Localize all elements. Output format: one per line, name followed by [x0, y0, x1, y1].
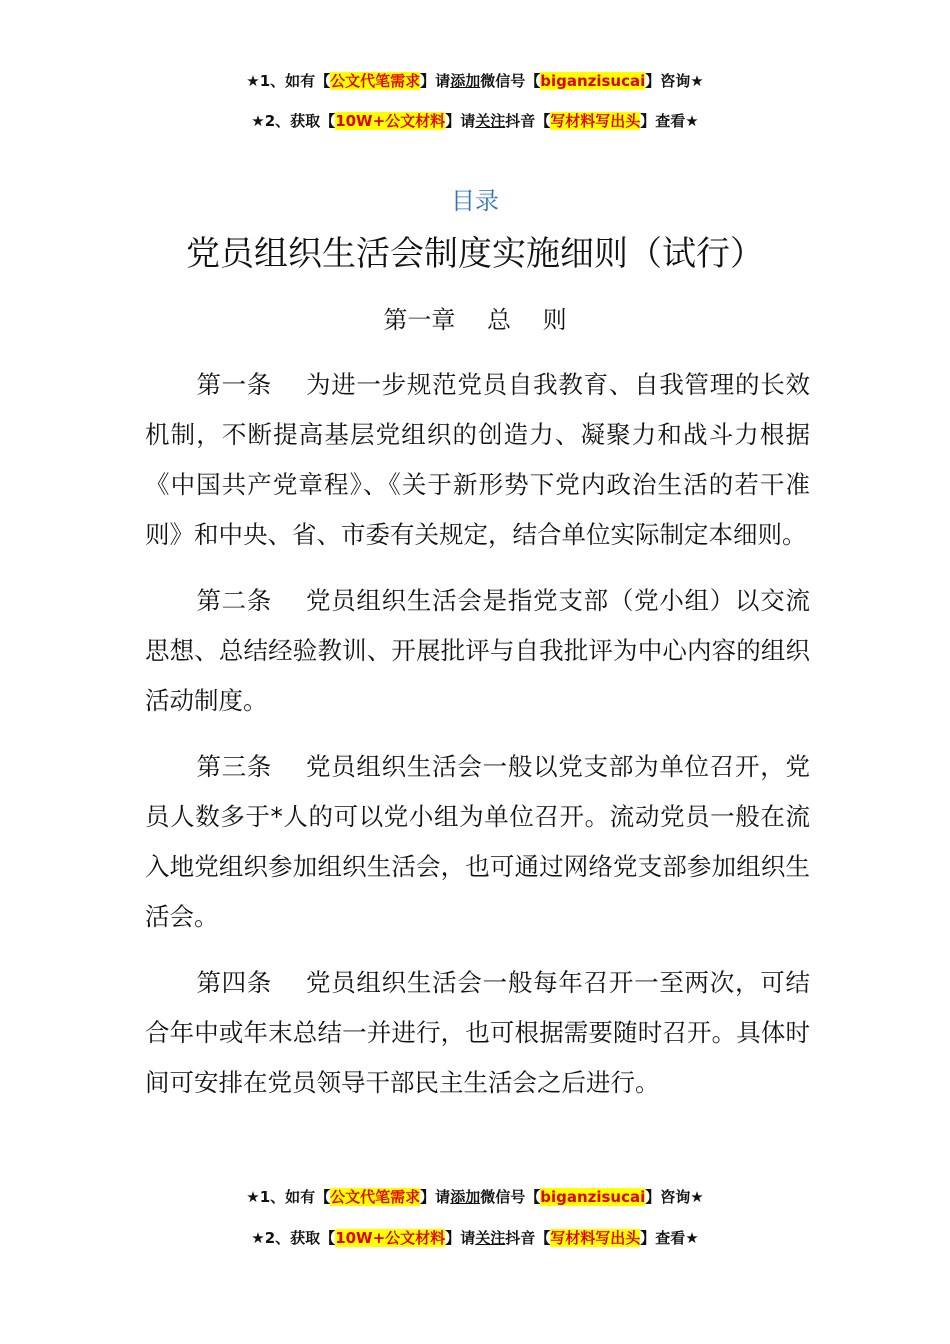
ad-text: 】咨询★ [645, 1188, 704, 1206]
document-title: 党员组织生活会制度实施细则（试行） [186, 234, 764, 274]
article-label: 第一条 [196, 370, 273, 399]
article-paragraph [145, 742, 810, 942]
ad-highlight: 10W+公文材料 [335, 112, 446, 130]
article-label: 第三条 [196, 752, 273, 781]
ad-text: 抖音【 [505, 112, 551, 130]
ad-text: ★2、获取【 [251, 1229, 336, 1247]
header-ad-line-2 [0, 111, 950, 131]
ad-text: 】请 [420, 1188, 451, 1206]
article-label: 第四条 [196, 968, 273, 997]
article-paragraph [145, 576, 810, 726]
ad-text: 抖音【 [505, 1229, 551, 1247]
ad-text: 】请 [445, 112, 476, 130]
chapter-heading: 第一章 总 则 [383, 306, 567, 334]
ad-highlight: 写材料写出头 [550, 112, 641, 130]
ad-highlight: biganzisucai [540, 1188, 646, 1206]
ad-text: 】请 [420, 72, 451, 90]
article-label: 第二条 [196, 586, 273, 615]
article-text: 为进一步规范党员自我教育、自我管理的长效机制，不断提高基层党组织的创造力、凝聚力和战斗力根据《中国共产党章程》、《关于新形势下党内政治生活的若干准则》和中央、省、市委有关规定，结合单位实际制定本细则。 [145, 370, 811, 549]
ad-text: 微信号【 [480, 72, 541, 90]
ad-highlight: biganzisucai [540, 72, 646, 90]
footer-ad-line-2 [0, 1228, 950, 1248]
article-paragraph [145, 360, 810, 560]
ad-highlight: 公文代笔需求 [330, 72, 421, 90]
ad-text: 】查看★ [640, 112, 699, 130]
document-body [145, 360, 810, 1124]
ad-underline: 关注 [475, 112, 506, 130]
footer-ad-line-1 [0, 1187, 950, 1207]
header-ad-line-1 [0, 71, 950, 91]
ad-underline: 关注 [475, 1229, 506, 1247]
ad-highlight: 公文代笔需求 [330, 1188, 421, 1206]
article-paragraph [145, 958, 810, 1108]
ad-highlight: 10W+公文材料 [335, 1229, 446, 1247]
ad-text: ★1、如有【 [246, 1188, 331, 1206]
ad-text: ★2、获取【 [251, 112, 336, 130]
ad-highlight: 写材料写出头 [550, 1229, 641, 1247]
toc-link[interactable]: 目录 [451, 187, 499, 215]
article-text: 党员组织生活会一般每年召开一至两次，可结合年中或年末总结一并进行，也可根据需要随时召开。具体时间可安排在党员领导干部民主生活会之后进行。 [145, 968, 811, 1097]
ad-text: ★1、如有【 [246, 72, 331, 90]
article-text: 党员组织生活会一般以党支部为单位召开，党员人数多于*人的可以党小组为单位召开。流动党员一般在流入地党组织参加组织生活会，也可通过网络党支部参加组织生活会。 [145, 752, 811, 931]
ad-underline: 添加 [450, 1188, 481, 1206]
ad-text: 】咨询★ [645, 72, 704, 90]
ad-underline: 添加 [450, 72, 481, 90]
ad-text: 微信号【 [480, 1188, 541, 1206]
article-text: 党员组织生活会是指党支部（党小组）以交流思想、总结经验教训、开展批评与自我批评为中心内容的组织活动制度。 [145, 586, 811, 715]
ad-text: 】查看★ [640, 1229, 699, 1247]
ad-text: 】请 [445, 1229, 476, 1247]
